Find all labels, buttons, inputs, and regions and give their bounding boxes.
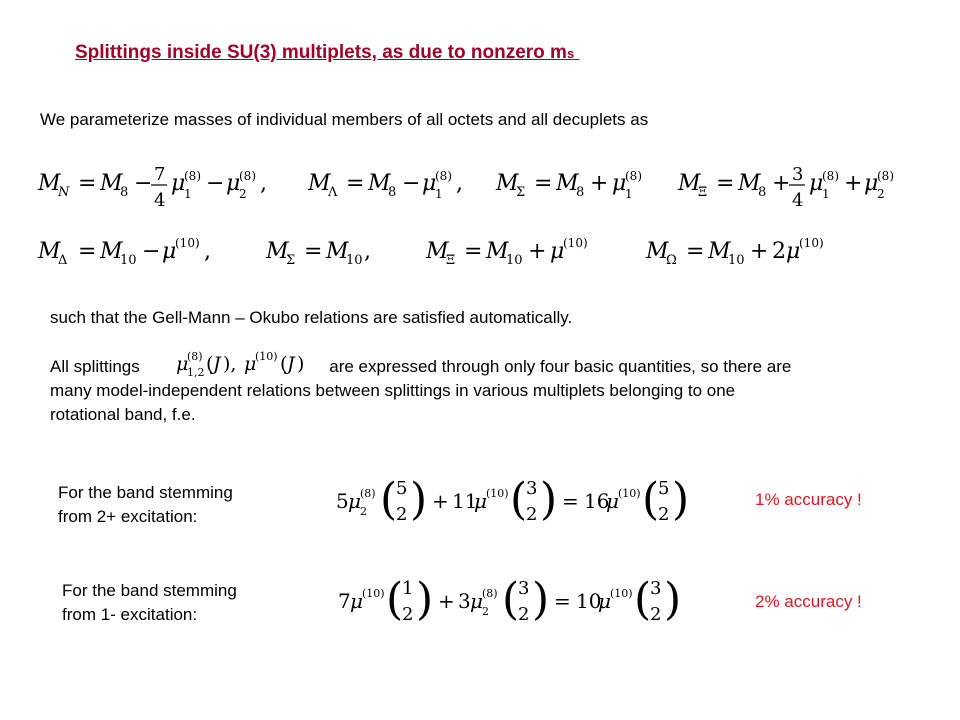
svg-text:(8): (8) <box>239 169 256 183</box>
svg-text:M: M <box>646 239 669 264</box>
svg-text:3: 3 <box>792 164 804 185</box>
band-1minus-label <box>62 579 237 627</box>
svg-text:10: 10 <box>506 253 523 268</box>
svg-text:M: M <box>266 239 289 264</box>
svg-text:μ: μ <box>612 171 627 196</box>
svg-text:+: + <box>438 589 455 613</box>
svg-text:M: M <box>486 239 509 264</box>
svg-text:3: 3 <box>526 478 538 499</box>
svg-text:(8): (8) <box>184 169 201 183</box>
svg-text:(8): (8) <box>482 587 498 600</box>
svg-text:),: ), <box>223 353 237 375</box>
svg-text:μ: μ <box>226 171 241 196</box>
svg-text:=: = <box>686 239 705 264</box>
svg-text:11: 11 <box>452 489 478 513</box>
svg-text:8: 8 <box>576 185 585 200</box>
slide-title <box>75 42 579 64</box>
svg-text:1,2: 1,2 <box>187 366 205 379</box>
svg-text:M: M <box>100 171 123 196</box>
splittings-paragraph <box>50 355 791 427</box>
svg-text:(10): (10) <box>486 487 509 500</box>
svg-text:): ) <box>664 574 682 625</box>
svg-text:(: ( <box>386 574 404 625</box>
svg-text:2: 2 <box>658 504 670 525</box>
svg-text:M: M <box>426 239 449 264</box>
splittings-inline-math <box>172 346 332 382</box>
svg-text:): ) <box>540 474 558 525</box>
svg-text:Λ: Λ <box>328 185 338 200</box>
svg-text:1: 1 <box>435 187 443 201</box>
svg-text:N: N <box>58 185 70 200</box>
svg-text:μ: μ <box>162 239 177 264</box>
svg-text:=: = <box>78 239 97 264</box>
svg-text:): ) <box>297 353 305 375</box>
slide-title-subscript: s <box>566 46 575 61</box>
svg-text:4: 4 <box>792 190 804 211</box>
svg-text:(8): (8) <box>187 350 203 363</box>
svg-text:(8): (8) <box>435 169 452 183</box>
svg-text:2: 2 <box>650 604 662 625</box>
svg-text:(: ( <box>634 574 652 625</box>
svg-text:): ) <box>672 474 690 525</box>
splittings-line2: many model-independent relations between splittings in various multiplets belonging to one <box>50 381 736 400</box>
svg-text:Σ: Σ <box>516 185 526 200</box>
svg-text:M: M <box>496 171 519 196</box>
svg-text:M: M <box>38 171 61 196</box>
svg-text:M: M <box>556 171 579 196</box>
svg-text:2: 2 <box>772 239 786 264</box>
svg-text:(: ( <box>502 574 520 625</box>
band-2plus-relation <box>336 470 716 532</box>
svg-text:μ: μ <box>176 353 189 375</box>
svg-text:(10): (10) <box>362 587 385 600</box>
svg-text:,: , <box>364 239 371 264</box>
intro-text: We parameterize masses of individual members of all octets and all decuplets as <box>40 110 649 129</box>
svg-text:M: M <box>100 239 123 264</box>
svg-text:M: M <box>368 171 391 196</box>
decuplet-mass-formulas <box>38 228 918 278</box>
svg-text:5: 5 <box>396 478 408 499</box>
svg-text:Ξ: Ξ <box>698 185 708 200</box>
svg-text:M: M <box>326 239 349 264</box>
svg-text:−: − <box>402 171 421 196</box>
svg-text:(10): (10) <box>255 350 278 363</box>
svg-text:μ: μ <box>348 489 361 513</box>
svg-text:(10): (10) <box>618 487 641 500</box>
svg-text:7: 7 <box>154 164 166 185</box>
svg-text:(8): (8) <box>877 169 894 183</box>
svg-text:μ: μ <box>606 489 619 513</box>
svg-text:10: 10 <box>728 253 745 268</box>
svg-text:μ: μ <box>350 589 363 613</box>
svg-text:1: 1 <box>625 187 633 201</box>
svg-text:M: M <box>708 239 731 264</box>
octet-mass-formulas <box>38 150 918 220</box>
band-1minus-label-line2: from 1- excitation: <box>62 605 198 624</box>
svg-text:(10): (10) <box>610 587 633 600</box>
svg-text:μ: μ <box>470 589 483 613</box>
svg-text:=: = <box>464 239 483 264</box>
svg-text:+: + <box>590 171 609 196</box>
svg-text:+: + <box>432 489 449 513</box>
svg-text:=: = <box>554 589 571 613</box>
svg-text:2: 2 <box>877 187 885 201</box>
svg-text:M: M <box>678 171 701 196</box>
svg-text:(8): (8) <box>625 169 642 183</box>
svg-text:J: J <box>213 353 221 375</box>
svg-text:Δ: Δ <box>58 253 68 268</box>
svg-text:(: ( <box>280 353 288 375</box>
svg-text:μ: μ <box>598 589 611 613</box>
svg-text:,: , <box>260 171 267 196</box>
svg-text:+: + <box>772 171 791 196</box>
svg-text:16: 16 <box>584 489 610 513</box>
svg-text:(: ( <box>642 474 660 525</box>
svg-text:(8): (8) <box>360 487 376 500</box>
svg-text:=: = <box>304 239 323 264</box>
svg-text:μ: μ <box>864 171 879 196</box>
svg-text:−: − <box>142 239 161 264</box>
svg-text:8: 8 <box>758 185 767 200</box>
svg-text:(10): (10) <box>175 236 200 250</box>
svg-text:10: 10 <box>346 253 363 268</box>
svg-text:8: 8 <box>388 185 397 200</box>
band-2plus-label-line1: For the band stemming <box>58 483 233 502</box>
svg-text:−: − <box>206 171 225 196</box>
svg-text:(: ( <box>510 474 528 525</box>
svg-text:7: 7 <box>338 589 351 613</box>
svg-text:M: M <box>38 239 61 264</box>
svg-text:−: − <box>134 171 153 196</box>
splittings-line1-end: are expressed through only four basic quantities, so there are <box>329 357 792 376</box>
svg-text:(10): (10) <box>799 236 824 250</box>
svg-text:1: 1 <box>402 578 414 599</box>
svg-text:=: = <box>716 171 735 196</box>
svg-text:(10): (10) <box>563 236 588 250</box>
svg-text:2: 2 <box>518 604 530 625</box>
svg-text:=: = <box>562 489 579 513</box>
band-2plus-label <box>58 481 233 529</box>
band-1minus-accuracy: 2% accuracy ! <box>755 592 862 611</box>
svg-text:2: 2 <box>396 504 408 525</box>
svg-text:Σ: Σ <box>286 253 296 268</box>
svg-text:,: , <box>204 239 211 264</box>
svg-text:+: + <box>844 171 863 196</box>
svg-text:10: 10 <box>120 253 137 268</box>
svg-text:Ξ: Ξ <box>446 253 456 268</box>
svg-text:10: 10 <box>576 589 602 613</box>
svg-text:μ: μ <box>786 239 801 264</box>
svg-text:2: 2 <box>360 505 367 518</box>
svg-text:8: 8 <box>120 185 129 200</box>
svg-text:2: 2 <box>526 504 538 525</box>
svg-text:2: 2 <box>239 187 247 201</box>
svg-text:3: 3 <box>650 578 662 599</box>
band-1minus-relation <box>338 570 718 632</box>
svg-text:3: 3 <box>458 589 471 613</box>
svg-text:μ: μ <box>474 489 487 513</box>
svg-text:): ) <box>416 574 434 625</box>
svg-text:,: , <box>456 171 463 196</box>
svg-text:5: 5 <box>336 489 349 513</box>
svg-text:μ: μ <box>550 239 565 264</box>
svg-text:+: + <box>750 239 769 264</box>
svg-text:M: M <box>738 171 761 196</box>
band-2plus-accuracy: 1% accuracy ! <box>755 490 862 509</box>
svg-text:(: ( <box>380 474 398 525</box>
band-2plus-label-line2: from 2+ excitation: <box>58 507 198 526</box>
svg-text:): ) <box>410 474 428 525</box>
svg-text:3: 3 <box>518 578 530 599</box>
svg-text:(8): (8) <box>822 169 839 183</box>
svg-text:=: = <box>78 171 97 196</box>
splittings-line3: rotational band, f.e. <box>50 405 196 424</box>
svg-text:1: 1 <box>822 187 830 201</box>
svg-text:5: 5 <box>658 478 670 499</box>
svg-text:μ: μ <box>809 171 824 196</box>
gell-mann-okubo-text: such that the Gell-Mann – Okubo relations are satisfied automatically. <box>50 308 573 327</box>
splittings-line1-start: All splittings <box>50 357 140 376</box>
svg-text:): ) <box>532 574 550 625</box>
svg-text:μ: μ <box>244 353 257 375</box>
svg-text:2: 2 <box>482 605 489 618</box>
svg-text:M: M <box>308 171 331 196</box>
svg-text:4: 4 <box>154 190 166 211</box>
svg-text:2: 2 <box>402 604 414 625</box>
svg-text:1: 1 <box>184 187 192 201</box>
slide-title-text: Splittings inside SU(3) multiplets, as due to nonzero m <box>75 42 567 63</box>
svg-text:μ: μ <box>422 171 437 196</box>
svg-text:(: ( <box>206 353 214 375</box>
svg-text:J: J <box>287 353 295 375</box>
svg-text:=: = <box>346 171 365 196</box>
svg-text:Ω: Ω <box>666 253 677 268</box>
svg-text:=: = <box>534 171 553 196</box>
band-1minus-label-line1: For the band stemming <box>62 581 237 600</box>
svg-text:+: + <box>528 239 547 264</box>
svg-text:μ: μ <box>171 171 186 196</box>
